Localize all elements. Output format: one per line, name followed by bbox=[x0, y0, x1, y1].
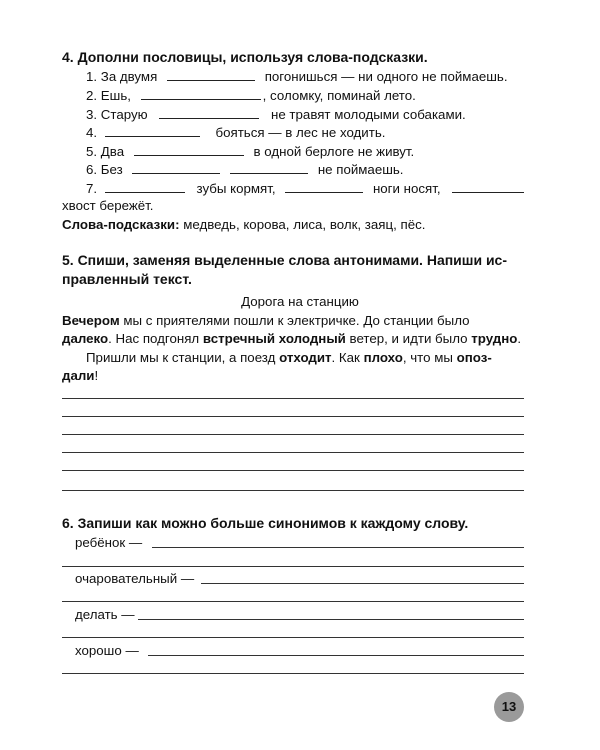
writing-line[interactable] bbox=[62, 452, 524, 453]
writing-line[interactable] bbox=[62, 601, 524, 602]
proverb-2-start: 2. Ешь, bbox=[86, 88, 131, 103]
highlighted-word: далеко bbox=[62, 331, 109, 346]
proverb-4 bbox=[86, 124, 385, 140]
hints-line bbox=[62, 217, 425, 232]
highlighted-word: опоз- bbox=[456, 350, 492, 365]
writing-line[interactable] bbox=[62, 416, 524, 417]
highlighted-word: трудно bbox=[471, 331, 518, 346]
writing-line[interactable] bbox=[62, 566, 524, 567]
proverb-1-end: погонишься — ни одного не поймаешь. bbox=[264, 69, 508, 84]
synonym-answer-line[interactable] bbox=[148, 655, 524, 656]
proverb-1-blank[interactable] bbox=[167, 68, 255, 81]
proverb-7-end: хвост бережёт. bbox=[62, 198, 154, 213]
synonym-word: ребёнок — bbox=[75, 535, 143, 550]
proverb-7-mid-2: ноги носят, bbox=[372, 181, 441, 196]
highlighted-word: встречный холодный bbox=[202, 331, 346, 346]
story-text: ветер, и идти было bbox=[345, 331, 472, 346]
proverb-5-blank[interactable] bbox=[134, 143, 244, 156]
story-text: . Как bbox=[331, 350, 364, 365]
writing-line[interactable] bbox=[62, 398, 524, 399]
task-5-title-line-1: 5. Спиши, заменяя выделенные слова антонимами. Напиши ис- bbox=[62, 252, 508, 268]
proverb-7 bbox=[86, 180, 524, 196]
page-number-badge: 13 bbox=[494, 692, 524, 722]
story-line-4 bbox=[62, 368, 98, 383]
highlighted-word: дали bbox=[62, 368, 95, 383]
proverb-5 bbox=[86, 143, 414, 159]
writing-line[interactable] bbox=[62, 470, 524, 471]
proverb-5-start: 5. Два bbox=[86, 144, 125, 159]
story-text: . bbox=[517, 331, 522, 346]
story-text: мы с приятелями пошли к электричке. До станции было bbox=[119, 313, 470, 328]
writing-line[interactable] bbox=[62, 434, 524, 435]
proverb-3-end: не травят молодыми собаками. bbox=[271, 107, 466, 122]
proverb-1-start: 1. За двумя bbox=[86, 69, 158, 84]
proverb-2-blank[interactable] bbox=[141, 87, 261, 100]
story-line-3 bbox=[86, 350, 492, 365]
proverb-3-start: 3. Старую bbox=[86, 107, 148, 122]
proverb-6 bbox=[86, 161, 404, 177]
story-line-2 bbox=[62, 331, 521, 346]
proverb-6-blank-1[interactable] bbox=[132, 161, 220, 174]
highlighted-word: плохо bbox=[363, 350, 403, 365]
proverb-3 bbox=[86, 106, 466, 122]
story-text: . Нас подгонял bbox=[108, 331, 203, 346]
synonym-answer-line[interactable] bbox=[152, 547, 524, 548]
synonym-word: делать — bbox=[75, 607, 135, 622]
writing-line[interactable] bbox=[62, 637, 524, 638]
proverb-7-mid-1: зубы кормят, bbox=[196, 181, 276, 196]
proverb-2-end: , соломку, поминай лето. bbox=[262, 88, 416, 103]
task-4-title: 4. Дополни пословицы, используя слова-подсказки. bbox=[62, 49, 428, 65]
synonym-answer-line[interactable] bbox=[138, 619, 524, 620]
proverb-7-blank-3[interactable] bbox=[452, 180, 524, 193]
writing-line[interactable] bbox=[62, 490, 524, 491]
writing-line[interactable] bbox=[62, 673, 524, 674]
hints-words: медведь, корова, лиса, волк, заяц, пёс. bbox=[183, 217, 426, 232]
task-5-title-line-2: правленный текст. bbox=[62, 271, 192, 287]
story-title: Дорога на станцию bbox=[241, 294, 359, 309]
proverb-6-blank-2[interactable] bbox=[230, 161, 308, 174]
proverb-6-end: не поймаешь. bbox=[317, 162, 404, 177]
proverb-7-start: 7. bbox=[86, 181, 98, 196]
story-text: ! bbox=[94, 368, 99, 383]
proverb-6-start: 6. Без bbox=[86, 162, 123, 177]
synonym-word: хорошо — bbox=[75, 643, 139, 658]
synonym-word: очаровательный — bbox=[75, 571, 195, 586]
proverb-4-end: бояться — в лес не ходить. bbox=[215, 125, 386, 140]
synonym-answer-line[interactable] bbox=[201, 583, 524, 584]
highlighted-word: Вечером bbox=[62, 313, 120, 328]
proverb-4-blank[interactable] bbox=[105, 124, 200, 137]
story-text: Пришли мы к станции, а поезд bbox=[86, 350, 280, 365]
proverb-5-end: в одной берлоге не живут. bbox=[253, 144, 415, 159]
task-6-title: 6. Запиши как можно больше синонимов к каждому слову. bbox=[62, 515, 469, 531]
proverb-2 bbox=[86, 87, 416, 103]
story-text: , что мы bbox=[402, 350, 457, 365]
proverb-7-blank-2[interactable] bbox=[285, 180, 363, 193]
highlighted-word: отходит bbox=[279, 350, 332, 365]
proverb-7-blank-1[interactable] bbox=[105, 180, 185, 193]
story-line-1 bbox=[62, 313, 470, 328]
proverb-4-start: 4. bbox=[86, 125, 98, 140]
hints-label: Слова-подсказки: bbox=[62, 217, 180, 232]
proverb-3-blank[interactable] bbox=[159, 106, 259, 119]
proverb-1 bbox=[86, 68, 508, 84]
